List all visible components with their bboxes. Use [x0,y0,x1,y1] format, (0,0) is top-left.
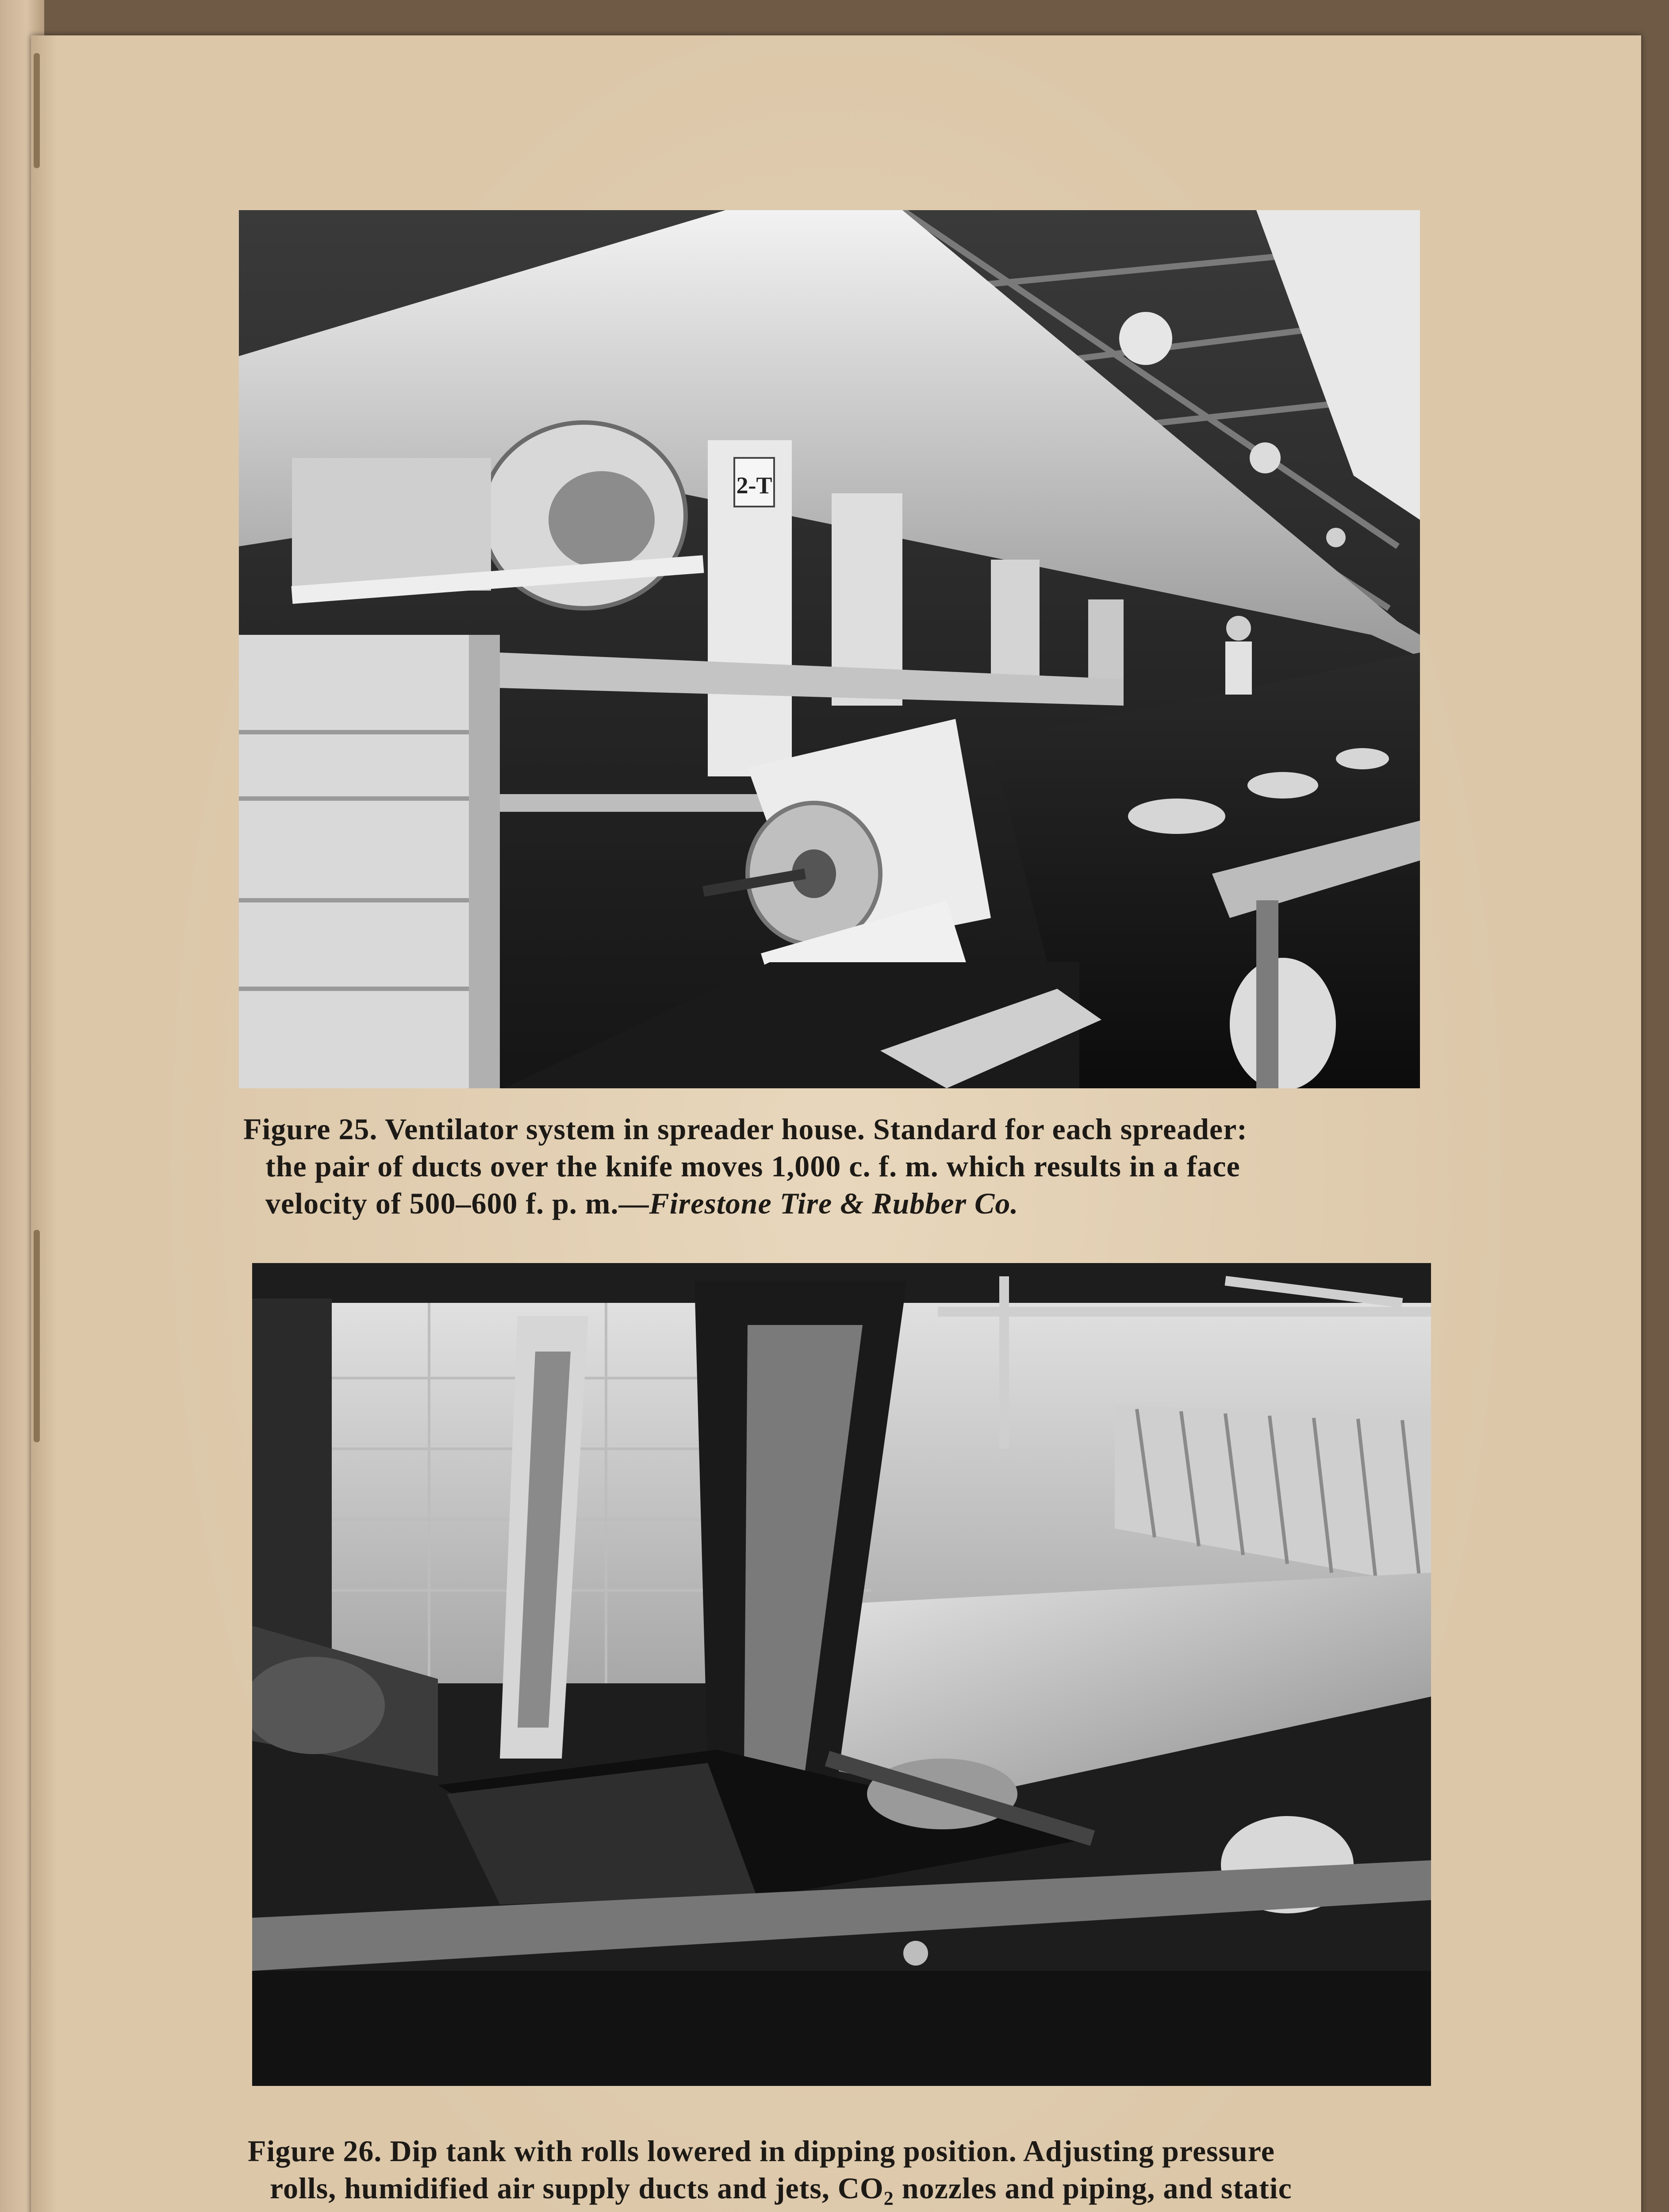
figure-25-caption-line-3: velocity of 500–600 f. p. m.—Firestone Tire & Rubber Co. [265,1187,1019,1220]
duct-sign-2t: 2-T [736,472,772,499]
figure-26-caption [248,2132,1442,2212]
figure-25-caption-line-2: the pair of ducts over the knife moves 1,000 c. f. m. which results in a face [265,1149,1240,1183]
binding-stitch-top [34,53,40,168]
figure-25-photo [239,210,1420,1088]
figure-26-label: Figure 26. [248,2134,382,2168]
figure-25-caption-line-1: Figure 25. Ventilator system in spreader house. Standard for each spreader: [243,1112,1247,1146]
figure-25-caption [243,1110,1438,1222]
figure-25-credit: Firestone Tire & Rubber Co. [649,1187,1019,1220]
binding-stitch-bottom [34,1230,40,1442]
figure-26-photo [252,1263,1431,2086]
figure-25-label: Figure 25. [243,1112,378,1146]
figure-26-caption-line-2: rolls, humidified air supply ducts and jets, $CO_2$ nozzles and piping, and static [270,2171,1292,2209]
figure-26-caption-line-1: Figure 26. Dip tank with rolls lowered in dipping position. Adjusting pressure [248,2134,1275,2168]
book-page [31,35,1641,2212]
